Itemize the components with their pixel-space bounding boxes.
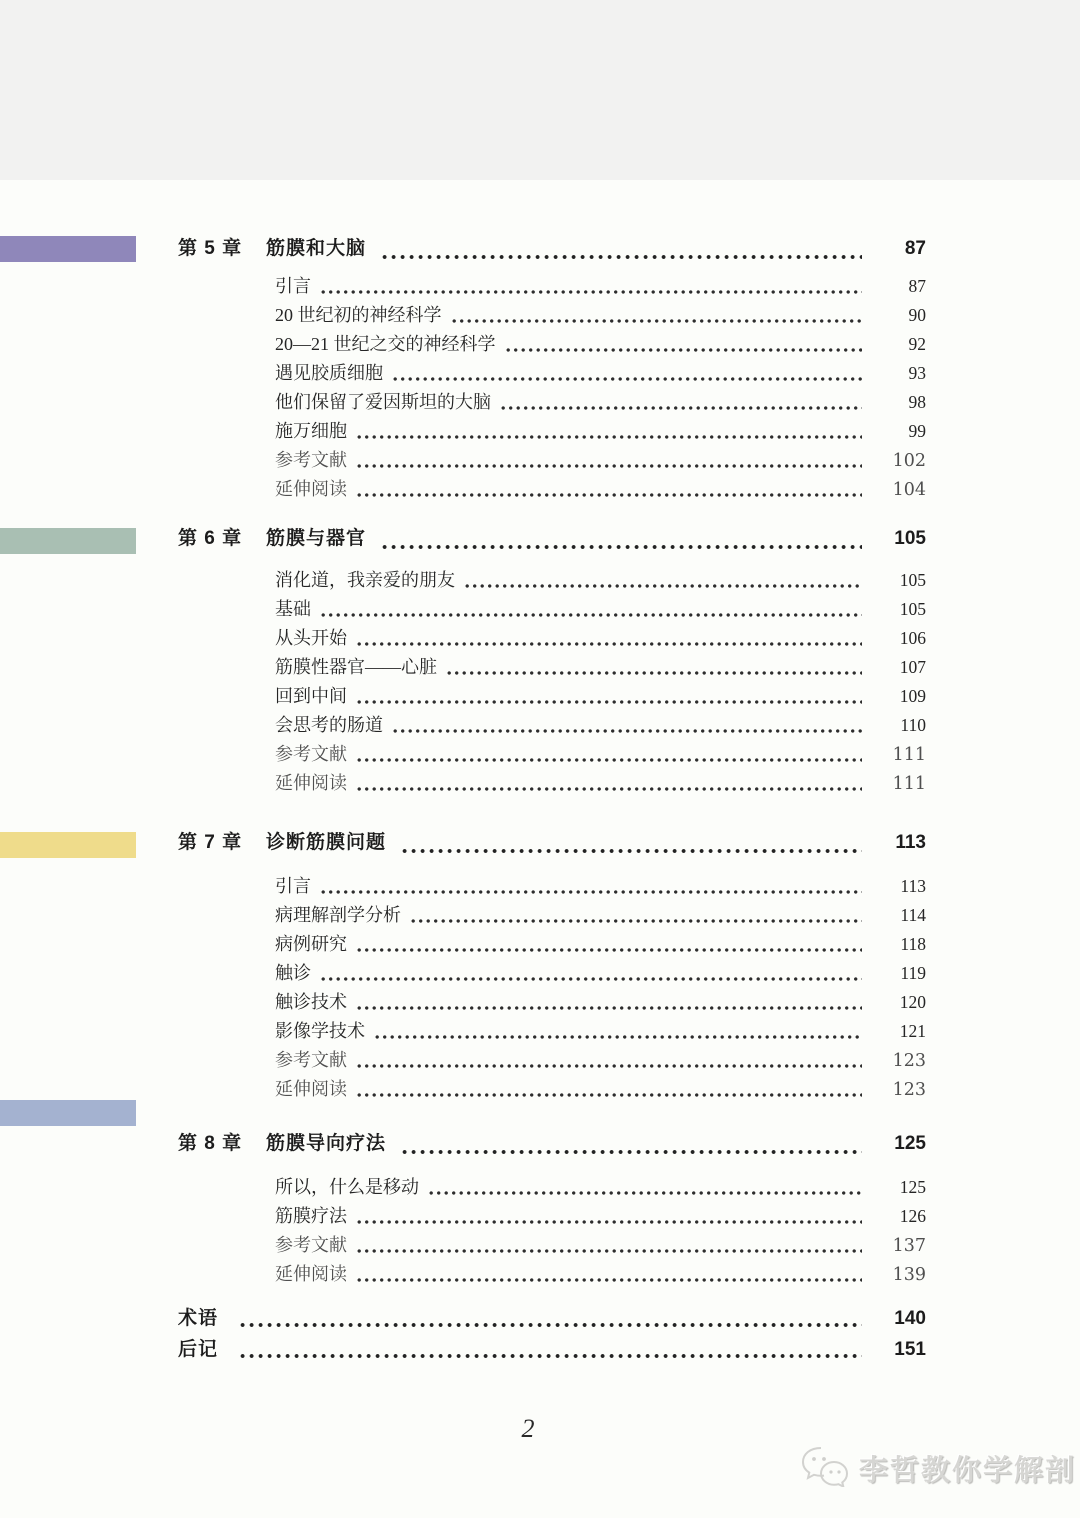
- chapter-entries: [178, 566, 926, 798]
- dot-leader: [321, 887, 862, 897]
- toc-entry: [178, 1173, 926, 1202]
- watermark: [800, 1446, 1076, 1490]
- entry-page: 87: [908, 276, 926, 296]
- entry-page: 105: [899, 570, 926, 590]
- chapter-page: 87: [904, 238, 926, 259]
- entry-page: 111: [892, 774, 926, 794]
- accent-bar-chapter-7: [0, 832, 136, 858]
- entry-page: 109: [899, 686, 926, 706]
- entry-page: 98: [908, 392, 926, 412]
- entry-page: 139: [892, 1265, 926, 1285]
- back-matter-page: 140: [894, 1308, 926, 1329]
- entry-page: 90: [908, 305, 926, 325]
- entry-title: 延伸阅读: [275, 1264, 347, 1285]
- entry-page: 123: [892, 1051, 926, 1071]
- dot-leader: [402, 846, 862, 856]
- watermark-text: 李哲教你学解剖: [859, 1454, 1077, 1487]
- entry-page: 107: [899, 657, 926, 677]
- chapter-entries: [178, 872, 926, 1104]
- entry-title: 会思考的肠道: [275, 715, 383, 735]
- toc-entry: [178, 1260, 926, 1289]
- entry-title: 从头开始: [275, 628, 347, 648]
- chapter-label: 第 5 章: [178, 238, 243, 259]
- dot-leader: [357, 432, 862, 442]
- toc-entry: [178, 566, 926, 595]
- entry-title: 20 世纪初的神经科学: [275, 305, 442, 325]
- entry-title: 消化道，我亲爱的朋友: [275, 570, 455, 590]
- toc-entry: [178, 1202, 926, 1231]
- toc-entry: [178, 959, 926, 988]
- dot-leader: [357, 1061, 862, 1071]
- entry-title: 延伸阅读: [275, 1079, 347, 1100]
- back-matter-title: 术语: [178, 1308, 219, 1329]
- dot-leader: [375, 1032, 862, 1042]
- toc-entry: [178, 1046, 926, 1075]
- chapter-page: 125: [894, 1133, 926, 1154]
- entry-page: 119: [900, 963, 926, 983]
- entry-title: 影像学技术: [275, 1021, 365, 1041]
- toc-entry: [178, 446, 926, 475]
- dot-leader: [357, 639, 862, 649]
- entry-page: 93: [908, 363, 926, 383]
- chapter-entries: [178, 1173, 926, 1289]
- toc-entry: [178, 930, 926, 959]
- toc-entry: [178, 769, 926, 798]
- toc-back-matter: [178, 1303, 926, 1365]
- entry-title: 施万细胞: [275, 421, 347, 441]
- accent-bar-chapter-5: [0, 236, 136, 262]
- toc-entry: [178, 740, 926, 769]
- chapter-label: 第 7 章: [178, 832, 243, 853]
- accent-bar-chapter-6: [0, 528, 136, 554]
- chapter-title: 筋膜和大脑: [266, 238, 367, 259]
- dot-leader: [501, 403, 862, 413]
- dot-leader: [357, 1217, 862, 1227]
- toc-entry: [178, 272, 926, 301]
- entry-page: 99: [908, 421, 926, 441]
- entry-title: 引言: [275, 276, 311, 296]
- toc-entry: [178, 330, 926, 359]
- dot-leader: [382, 252, 862, 262]
- entry-title: 他们保留了爱因斯坦的大脑: [275, 392, 491, 412]
- dot-leader: [411, 916, 862, 926]
- toc-entry: [178, 417, 926, 446]
- dot-leader: [240, 1351, 862, 1361]
- chapter-block: [178, 233, 926, 504]
- dot-leader: [321, 974, 862, 984]
- dot-leader: [357, 490, 862, 500]
- entry-page: 126: [899, 1206, 926, 1226]
- dot-leader: [452, 316, 863, 326]
- back-matter-page: 151: [894, 1339, 926, 1360]
- entry-title: 延伸阅读: [275, 479, 347, 500]
- top-band: [0, 0, 1080, 180]
- dot-leader: [321, 287, 862, 297]
- dot-leader: [382, 542, 862, 552]
- chapter-heading: [178, 523, 926, 556]
- dot-leader: [402, 1147, 862, 1157]
- chapter-label: 第 6 章: [178, 528, 243, 549]
- chapter-title: 筋膜导向疗法: [266, 1133, 387, 1154]
- toc-entry: [178, 1017, 926, 1046]
- entry-title: 参考文献: [275, 1050, 347, 1071]
- chapter-heading: [178, 233, 926, 266]
- entry-title: 参考文献: [275, 450, 347, 471]
- dot-leader: [357, 461, 862, 471]
- entry-title: 触诊技术: [275, 992, 347, 1012]
- entry-page: 118: [900, 934, 926, 954]
- toc-entry: [178, 1231, 926, 1260]
- toc-entry: [178, 595, 926, 624]
- dot-leader: [357, 1003, 862, 1013]
- entry-title: 引言: [275, 876, 311, 896]
- entry-page: 123: [892, 1080, 926, 1100]
- chapter-block: [178, 1128, 926, 1289]
- back-matter-title: 后记: [178, 1339, 219, 1360]
- entry-page: 114: [900, 905, 926, 925]
- entry-title: 基础: [275, 599, 311, 619]
- page-number: 2: [521, 1414, 535, 1443]
- dot-leader: [357, 755, 862, 765]
- toc-entry: [178, 388, 926, 417]
- dot-leader: [506, 345, 863, 355]
- chapter-title: 筋膜与器官: [266, 528, 367, 549]
- chapter-heading: [178, 1128, 926, 1161]
- entry-page: 137: [892, 1236, 926, 1256]
- chapter-page: 105: [894, 528, 926, 549]
- entry-title: 筋膜疗法: [275, 1206, 347, 1226]
- dot-leader: [357, 945, 862, 955]
- entry-page: 92: [908, 334, 926, 354]
- back-matter-row: [178, 1303, 926, 1334]
- toc-entry: [178, 624, 926, 653]
- entry-title: 触诊: [275, 963, 311, 983]
- entry-title: 20—21 世纪之交的神经科学: [275, 334, 496, 354]
- entry-page: 111: [892, 745, 926, 765]
- chapter-label: 第 8 章: [178, 1133, 243, 1154]
- entry-page: 125: [899, 1177, 926, 1197]
- toc-entry: [178, 475, 926, 504]
- toc-entry: [178, 711, 926, 740]
- dot-leader: [429, 1188, 862, 1198]
- back-matter-row: [178, 1334, 926, 1365]
- toc-entry: [178, 872, 926, 901]
- dot-leader: [393, 374, 862, 384]
- entry-page: 105: [899, 599, 926, 619]
- wechat-icon: [800, 1445, 850, 1492]
- chapter-title: 诊断筋膜问题: [266, 832, 387, 853]
- entry-title: 病例研究: [275, 934, 347, 954]
- dot-leader: [321, 610, 862, 620]
- toc-entry: [178, 359, 926, 388]
- entry-page: 104: [892, 480, 926, 500]
- entry-page: 102: [892, 451, 926, 471]
- dot-leader: [357, 1090, 862, 1100]
- entry-title: 遇见胶质细胞: [275, 363, 383, 383]
- entry-page: 121: [899, 1021, 926, 1041]
- chapter-block: [178, 523, 926, 798]
- dot-leader: [357, 1246, 862, 1256]
- toc-entry: [178, 682, 926, 711]
- dot-leader: [357, 697, 862, 707]
- entry-page: 120: [899, 992, 926, 1012]
- dot-leader: [357, 784, 862, 794]
- toc-entry: [178, 653, 926, 682]
- toc-entry: [178, 301, 926, 330]
- entry-title: 筋膜性器官——心脏: [275, 657, 437, 677]
- accent-bar-chapter-8: [0, 1100, 136, 1126]
- entry-page: 113: [900, 876, 926, 896]
- dot-leader: [393, 726, 862, 736]
- dot-leader: [465, 581, 862, 591]
- toc-entry: [178, 988, 926, 1017]
- chapter-page: 113: [895, 832, 926, 853]
- entry-title: 参考文献: [275, 744, 347, 765]
- chapter-entries: [178, 272, 926, 504]
- toc-entry: [178, 1075, 926, 1104]
- entry-title: 参考文献: [275, 1235, 347, 1256]
- chapter-heading: [178, 827, 926, 860]
- chapter-block: [178, 827, 926, 1104]
- toc-entry: [178, 901, 926, 930]
- entry-title: 回到中间: [275, 686, 347, 706]
- dot-leader: [357, 1275, 862, 1285]
- entry-title: 所以，什么是移动: [275, 1177, 419, 1197]
- entry-title: 病理解剖学分析: [275, 905, 401, 925]
- entry-page: 110: [900, 715, 926, 735]
- entry-title: 延伸阅读: [275, 773, 347, 794]
- dot-leader: [447, 668, 862, 678]
- dot-leader: [240, 1320, 862, 1330]
- entry-page: 106: [899, 628, 926, 648]
